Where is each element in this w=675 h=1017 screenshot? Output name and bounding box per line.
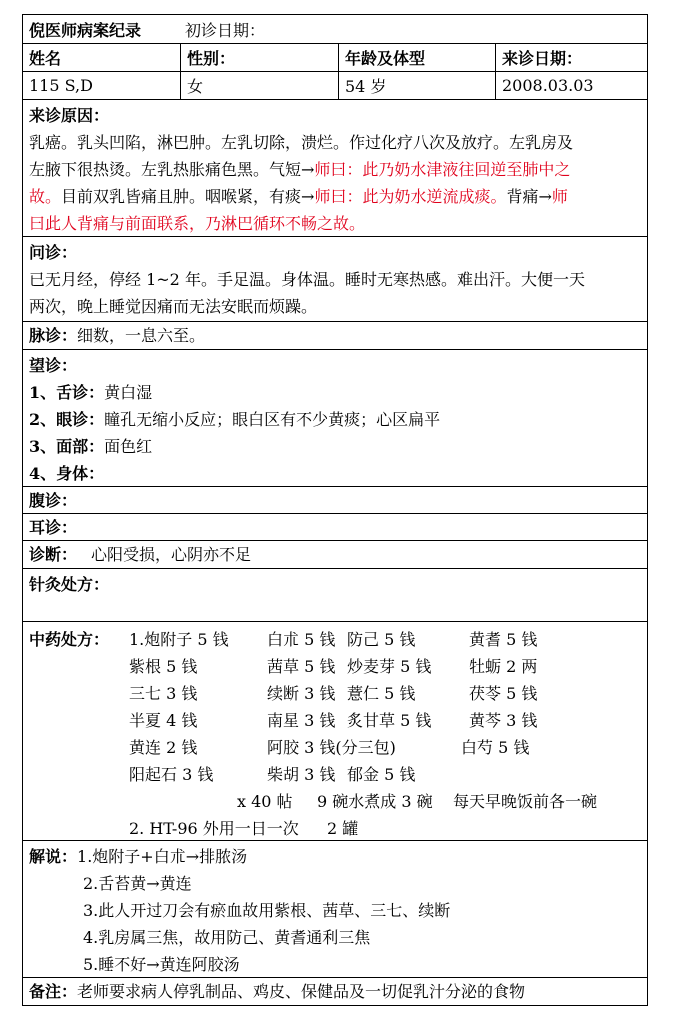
info-value-row xyxy=(22,72,648,100)
reason-line xyxy=(29,183,641,210)
ear-label: 耳诊： xyxy=(29,518,78,537)
visit-date-label: 来诊日期： xyxy=(502,49,583,68)
inquiry-label: 问诊： xyxy=(29,243,78,262)
tongue-item: 1、舌诊：黄白湿 xyxy=(29,383,153,402)
remark-label: 备注： xyxy=(29,982,78,1001)
inspection-label: 望诊： xyxy=(29,356,78,375)
herb-item: 薏仁 5 钱 xyxy=(347,684,416,703)
herb-item: 黄连 2 钱 xyxy=(129,738,198,757)
reason-line xyxy=(29,210,641,237)
abdomen-label: 腹诊： xyxy=(29,491,78,510)
reason-segment: 乳癌。乳头凹陷，淋巴肿。左乳切除，溃烂。作过化疗八次及放疗。左乳房及 xyxy=(29,133,574,152)
herb-item: 炒麦芽 5 钱 xyxy=(347,657,432,676)
inquiry-line: 已无月经，停经 1~2 年。手足温。身体温。睡时无寒热感。难出汗。大便一天 xyxy=(29,270,585,289)
info-header-row xyxy=(22,44,648,72)
explanation-line: 解说：1.炮附子+白朮→排脓汤 xyxy=(29,847,248,866)
case-record-sheet xyxy=(22,14,648,1006)
name-label: 姓名 xyxy=(23,44,181,71)
reason-segment: → xyxy=(538,187,552,206)
explanation-label: 解说： xyxy=(29,847,78,866)
herb-item: 半夏 4 钱 xyxy=(129,711,198,730)
herb-item: 三七 3 钱 xyxy=(129,684,198,703)
dose-row xyxy=(29,788,641,815)
first-visit-date-label: 初诊日期： xyxy=(185,20,266,40)
herbal-section xyxy=(22,622,648,841)
herb-item: 阳起石 3 钱 xyxy=(129,765,214,784)
visit-date-value: 2008.03.03 xyxy=(502,76,594,95)
gender-value: 女 xyxy=(181,72,339,99)
herb-item: 郁金 5 钱 xyxy=(347,765,416,784)
diagnosis-section xyxy=(22,541,648,569)
herb-item: 炙甘草 5 钱 xyxy=(347,711,432,730)
teacher-comment: 师曰：此为奶水逆流成痰。 xyxy=(314,187,507,206)
inquiry-section xyxy=(22,237,648,322)
herb-item: 黄耆 5 钱 xyxy=(469,630,538,649)
teacher-comment: 师曰：此乃奶水津液往回逆至肺中之 xyxy=(314,160,571,179)
herbal-rows xyxy=(29,626,641,842)
reason-segment: → xyxy=(301,187,315,206)
herb-item: 南星 3 钱 xyxy=(267,711,336,730)
external-med: 2. HT-96 外用一日一次 xyxy=(129,819,299,838)
herb-item: 1.炮附子 5 钱 xyxy=(129,630,229,649)
teacher-comment: 曰此人背痛与前面联系，乃淋巴循环不畅之故。 xyxy=(29,214,366,233)
body-item: 4、身体： xyxy=(29,464,105,483)
ear-section xyxy=(22,514,648,541)
herb-row xyxy=(29,734,641,761)
remark-value: 老师要求病人停乳制品、鸡皮、保健品及一切促乳汁分泌的食物 xyxy=(77,982,526,1001)
herb-item: 茯苓 5 钱 xyxy=(469,684,538,703)
teacher-comment: 故。 xyxy=(29,187,62,206)
herb-item: 续断 3 钱 xyxy=(267,684,336,703)
reason-segment: → xyxy=(301,160,315,179)
herb-row xyxy=(29,707,641,734)
reason-line xyxy=(29,156,641,183)
herbal-label: 中药处方： xyxy=(29,630,110,649)
record-title: 倪医师病案纪录 xyxy=(29,20,142,40)
herb-row xyxy=(29,761,641,788)
herb-row xyxy=(29,680,641,707)
explanation-line: 4.乳房属三焦，故用防己、黄耆通利三焦 xyxy=(83,928,371,947)
herb-item: 黄芩 3 钱 xyxy=(469,711,538,730)
explanation-line: 5.睡不好→黄连阿胶汤 xyxy=(83,955,240,974)
herb-row xyxy=(29,626,641,653)
reason-line xyxy=(29,129,641,156)
herb-item: 防己 5 钱 xyxy=(347,630,416,649)
reason-segment: 背痛 xyxy=(506,187,539,206)
herb-item: 紫根 5 钱 xyxy=(129,657,198,676)
teacher-comment: 师 xyxy=(551,187,568,206)
age-label: 年龄及体型 xyxy=(339,44,496,71)
herb-item: 茜草 5 钱 xyxy=(267,657,336,676)
reason-segment: 目前双乳皆痛且肿。咽喉紧，有痰 xyxy=(61,187,302,206)
abdomen-section xyxy=(22,487,648,514)
gender-label: 性别： xyxy=(181,44,339,71)
remark-section xyxy=(22,978,648,1006)
explanation-line: 2.舌苔黄→黄连 xyxy=(83,874,192,893)
diagnosis-value: 心阳受损，心阴亦不足 xyxy=(91,545,252,564)
inquiry-line: 两次，晚上睡觉因痛而无法安眠而烦躁。 xyxy=(29,297,318,316)
eye-item: 2、眼诊：瞳孔无缩小反应；眼白区有不少黄痰；心区扁平 xyxy=(29,410,441,429)
reason-text xyxy=(29,129,641,237)
reason-label: 来诊原因： xyxy=(29,106,110,125)
herb-item: 白朮 5 钱 xyxy=(267,630,336,649)
diagnosis-label: 诊断： xyxy=(29,545,78,564)
explanation-section xyxy=(22,841,648,978)
pulse-label: 脉诊： xyxy=(29,326,78,345)
name-value: 115 S,D xyxy=(23,72,181,99)
herb-item: 白芍 5 钱 xyxy=(461,738,530,757)
dose-count: x 40 帖 xyxy=(237,792,293,811)
dose-preparation: 9 碗水煮成 3 碗 xyxy=(317,792,433,811)
external-row xyxy=(29,815,641,842)
face-item: 3、面部：面色红 xyxy=(29,437,153,456)
age-value: 54 岁 xyxy=(339,72,496,99)
herb-row xyxy=(29,653,641,680)
acupuncture-label: 针灸处方： xyxy=(29,575,110,594)
reason-section xyxy=(22,100,648,237)
dose-schedule: 每天早晚饭前各一碗 xyxy=(453,792,598,811)
acupuncture-section xyxy=(22,569,648,622)
herb-item: 柴胡 3 钱 xyxy=(267,765,336,784)
herb-item: 阿胶 3 钱(分三包) xyxy=(267,738,396,757)
explanation-line: 3.此人开过刀会有瘀血故用紫根、茜草、三七、续断 xyxy=(83,901,451,920)
pulse-section xyxy=(22,322,648,350)
reason-segment: 左腋下很热烫。左乳热胀痛色黑。气短 xyxy=(29,160,302,179)
inspection-section xyxy=(22,350,648,487)
pulse-value: 细数，一息六至。 xyxy=(77,326,206,345)
title-row xyxy=(22,14,648,44)
herb-item: 牡蛎 2 两 xyxy=(469,657,538,676)
external-quantity: 2 罐 xyxy=(327,819,359,838)
